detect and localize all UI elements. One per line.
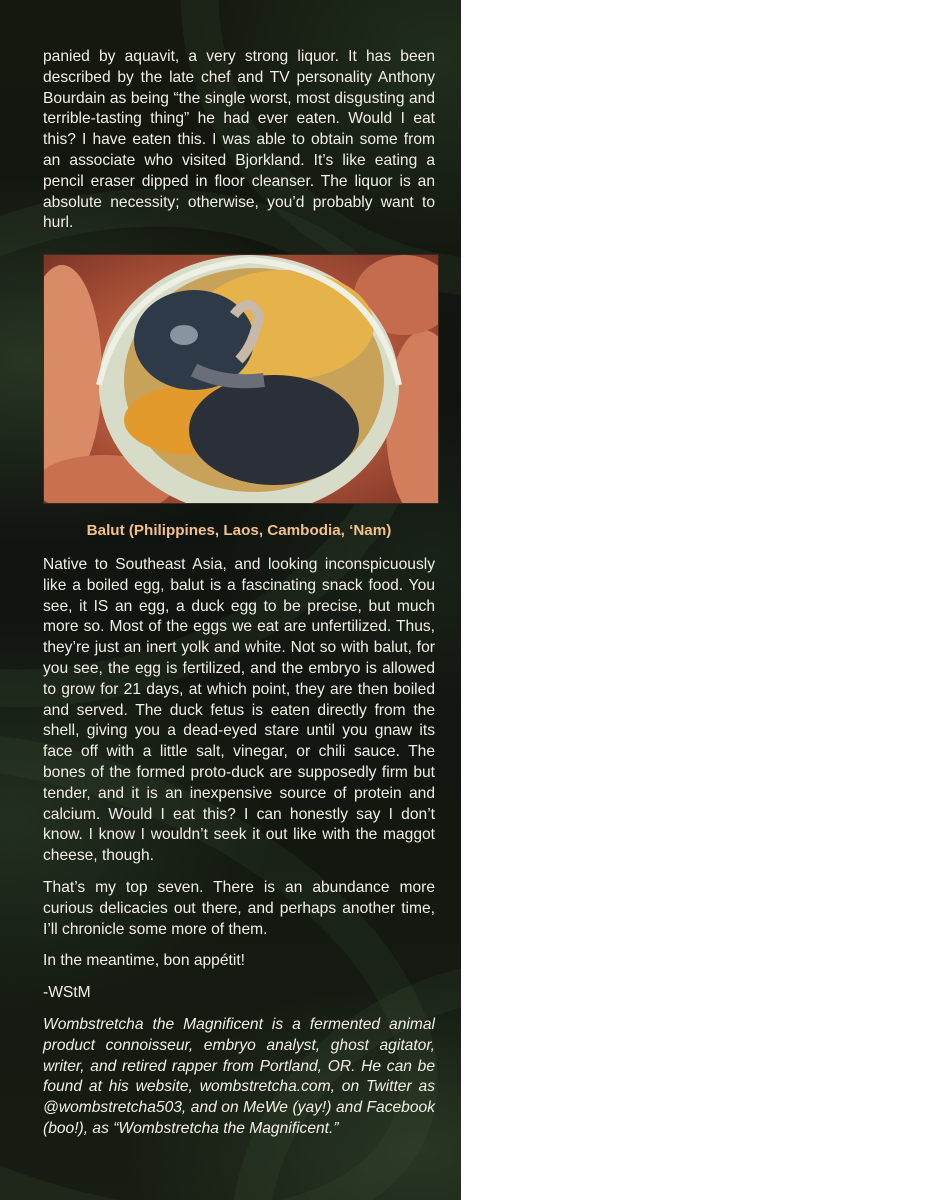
article-panel [0, 0, 461, 1200]
paragraph-bon-appetit: In the meantime, bon appétit! [43, 952, 245, 970]
balut-egg-illustration [44, 255, 438, 503]
author-signature: -WStM [43, 984, 91, 1002]
paragraph-balut: Native to Southeast Asia, and looking inconspicuously like a boiled egg, balut is a fascinating snack food. You see, it IS an egg, a duck egg to be precise, but much more so. Most of the eggs we eat are unfertilized. Thus, they’re just an inert yolk and white. Not so with balut, for you see, the egg is fertilized, and the embryo is allowed to grow for 21 days, at which point, they are then boiled and served. The duck fetus is eaten directly from the shell, giving you a dead-eyed stare until you gnaw its face off with a little salt, vinegar, or chili sauce. The bones of the formed proto-duck are supposedly firm but tender, and it is an inexpensive source of protein and calcium. Would I eat this? I can honestly say I don’t know. I know I wouldn’t seek it out like with the maggot cheese, though. [43, 555, 435, 865]
paragraph-aquavit: panied by aquavit, a very strong liquor. It has been described by the late chef and TV personality Anthony Bourdain as being “the single worst, most disgusting and terrible-tasting thing” he had ever eaten. Would I eat this? I have eaten this. I was able to obtain some from an associate who visited Bjorkland. It’s like eating a pencil eraser dipped in floor cleanser. The liquor is an absolute necessity; otherwise, you’d probably want to hurl. [43, 48, 435, 232]
paragraph-top-seven: That’s my top seven. There is an abundance more curious delicacies out there, and perhaps another time, I’ll chronicle some more of them. [43, 878, 435, 938]
blank-page-area [461, 0, 943, 1200]
article-column [43, 47, 435, 1140]
photo-caption: Balut (Philippines, Laos, Cambodia, ‘Nam) [86, 522, 392, 540]
balut-photo [43, 254, 439, 504]
author-bio: Wombstretcha the Magnificent is a fermented animal product connoisseur, embryo analyst, ghost agitator, writer, and retired rapper from Portland, OR. He can be found at his website, wombstretcha.com, on Twitter as @wombstretcha503, and on MeWe (yay!) and Facebook (boo!), as “Wombstretcha the Magnificent.” [43, 1015, 435, 1137]
